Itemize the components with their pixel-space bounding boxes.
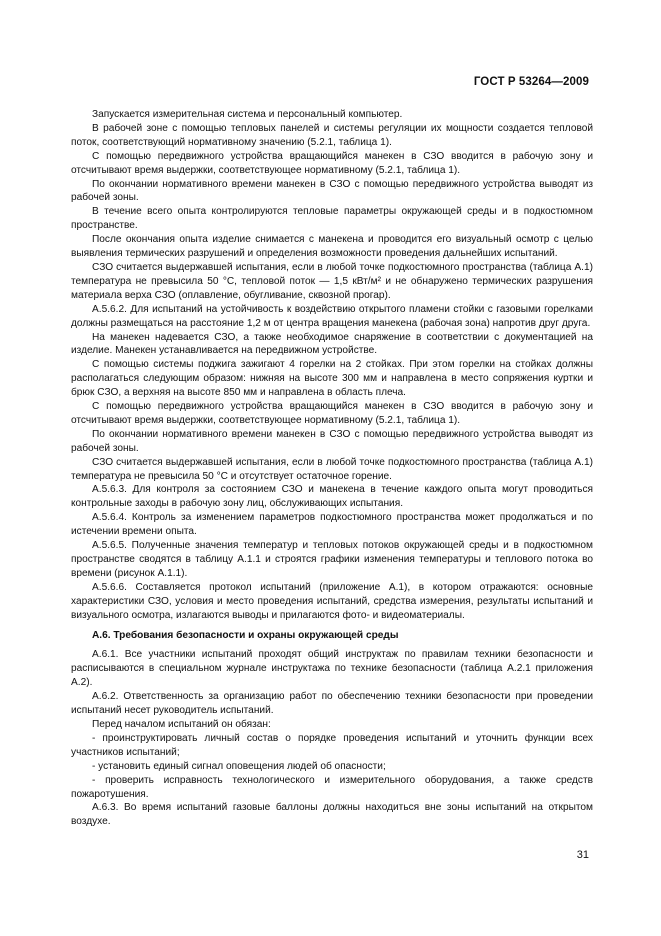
section-heading: А.6. Требования безопасности и охраны окружающей среды [92, 629, 399, 641]
paragraph: Запускается измерительная система и персональный компьютер. [92, 109, 403, 120]
paragraph: А.5.6.5. Полученные значения температур и тепловых потоков окружающей среды и в подкостюмном пространстве сводятся в таблицу А.1.1 и строятся графики изменения температуры и теплового потока во времени (рисунок А.1.1). [71, 540, 593, 579]
paragraph: СЗО считается выдержавшей испытания, если в любой точке подкостюмного пространства (таблица А.1) температура не превысила 50 °С и отсутствует остаточное горение. [71, 456, 593, 482]
document-body [71, 108, 593, 829]
list-item: - проинструктировать личный состав о порядке проведения испытаний и уточнить функции всех участников испытаний; [71, 732, 593, 758]
paragraph: А.5.6.2. Для испытаний на устойчивость к воздействию открытого пламени стойки с газовыми горелками должны размещаться на расстояние 1,2 м от центра вращения манекена (рабочая зона) напротив друг друга. [71, 303, 593, 329]
paragraph: А.6.2. Ответственность за организацию работ по обеспечению техники безопасности при проведении испытаний несет руководитель испытаний. [71, 691, 593, 717]
paragraph: А.5.6.6. Составляется протокол испытаний (приложение А.1), в котором отражаются: основные характеристики СЗО, условия и место проведения испытаний, средства измерения, результаты испытаний и визуального осмотра, излагаются выводы и прилагаются фото- и видеоматериалы. [71, 581, 593, 621]
page-number: 31 [576, 849, 589, 861]
paragraph: С помощью системы поджига зажигают 4 горелки на 2 стойках. При этом горелки на стойках должны располагаться следующим образом: нижняя на высоте 300 мм и направлена в место сопряжения куртки и брюк СЗО, а верхняя на высоте 850 мм и направлена в область плеча. [71, 359, 593, 399]
paragraph: Перед началом испытаний он обязан: [92, 718, 271, 730]
paragraph: После окончания опыта изделие снимается с манекена и проводится его визуальный осмотр с целью выявления термических разрушений и определения возможности проведения дальнейших испытаний. [71, 234, 593, 260]
paragraph: А.6.3. Во время испытаний газовые баллоны должны находиться вне зоны испытаний на открытом воздухе. [71, 802, 593, 828]
paragraph: По окончании нормативного времени манекен в СЗО с помощью передвижного устройства выводят из рабочей зоны. [71, 178, 593, 204]
paragraph: А.6.1. Все участники испытаний проходят общий инструктаж по правилам техники безопасности и расписываются в специальном журнале инструктажа по технике безопасности (таблица А.2.1 приложения А.2). [71, 649, 593, 689]
paragraph: А.5.6.3. Для контроля за состоянием СЗО и манекена в течение каждого опыта могут проводиться контрольные заходы в рабочую зону лиц, обслуживающих испытания. [71, 484, 593, 510]
paragraph: А.5.6.4. Контроль за изменением параметров подкостюмного пространства может продолжаться и по истечении времени опыта. [71, 512, 593, 538]
paragraph: СЗО считается выдержавшей испытания, если в любой точке подкостюмного пространства (таблица А.1) температура не превысила 50 °С, тепловой поток — 1,5 кВт/м² и не обнаружено термических разрушения материала верха СЗО (оплавление, обугливание, сквозной прогар). [71, 261, 593, 301]
paragraph: На манекен надевается СЗО, а также необходимое снаряжение в соответствии с документацией на изделие. Манекен устанавливается на передвижном устройстве. [71, 331, 593, 357]
paragraph: По окончании нормативного времени манекен в СЗО с помощью передвижного устройства выводят из рабочей зоны. [71, 428, 593, 454]
paragraph: В рабочей зоне с помощью тепловых панелей и системы регуляции их мощности создается тепловой поток, соответствующий нормативному значению (5.2.1, таблица 1). [71, 122, 593, 148]
list-item: - установить единый сигнал оповещения людей об опасности; [92, 760, 386, 772]
paragraph: С помощью передвижного устройства вращающийся манекен в СЗО вводится в рабочую зону и отсчитывают время выдержки, соответствующее нормативному (5.2.1, таблица 1). [71, 150, 593, 176]
paragraph: С помощью передвижного устройства вращающийся манекен в СЗО вводится в рабочую зону и отсчитывают время выдержки, соответствующее нормативному (5.2.1, таблица 1). [71, 401, 593, 426]
document-header: ГОСТ Р 53264—2009 [473, 76, 589, 88]
paragraph: В течение всего опыта контролируются тепловые параметры окружающей среды и в подкостюмном пространстве. [71, 206, 593, 232]
list-item: - проверить исправность технологического и измерительного оборудования, а также средств пожаротушения. [71, 774, 593, 800]
